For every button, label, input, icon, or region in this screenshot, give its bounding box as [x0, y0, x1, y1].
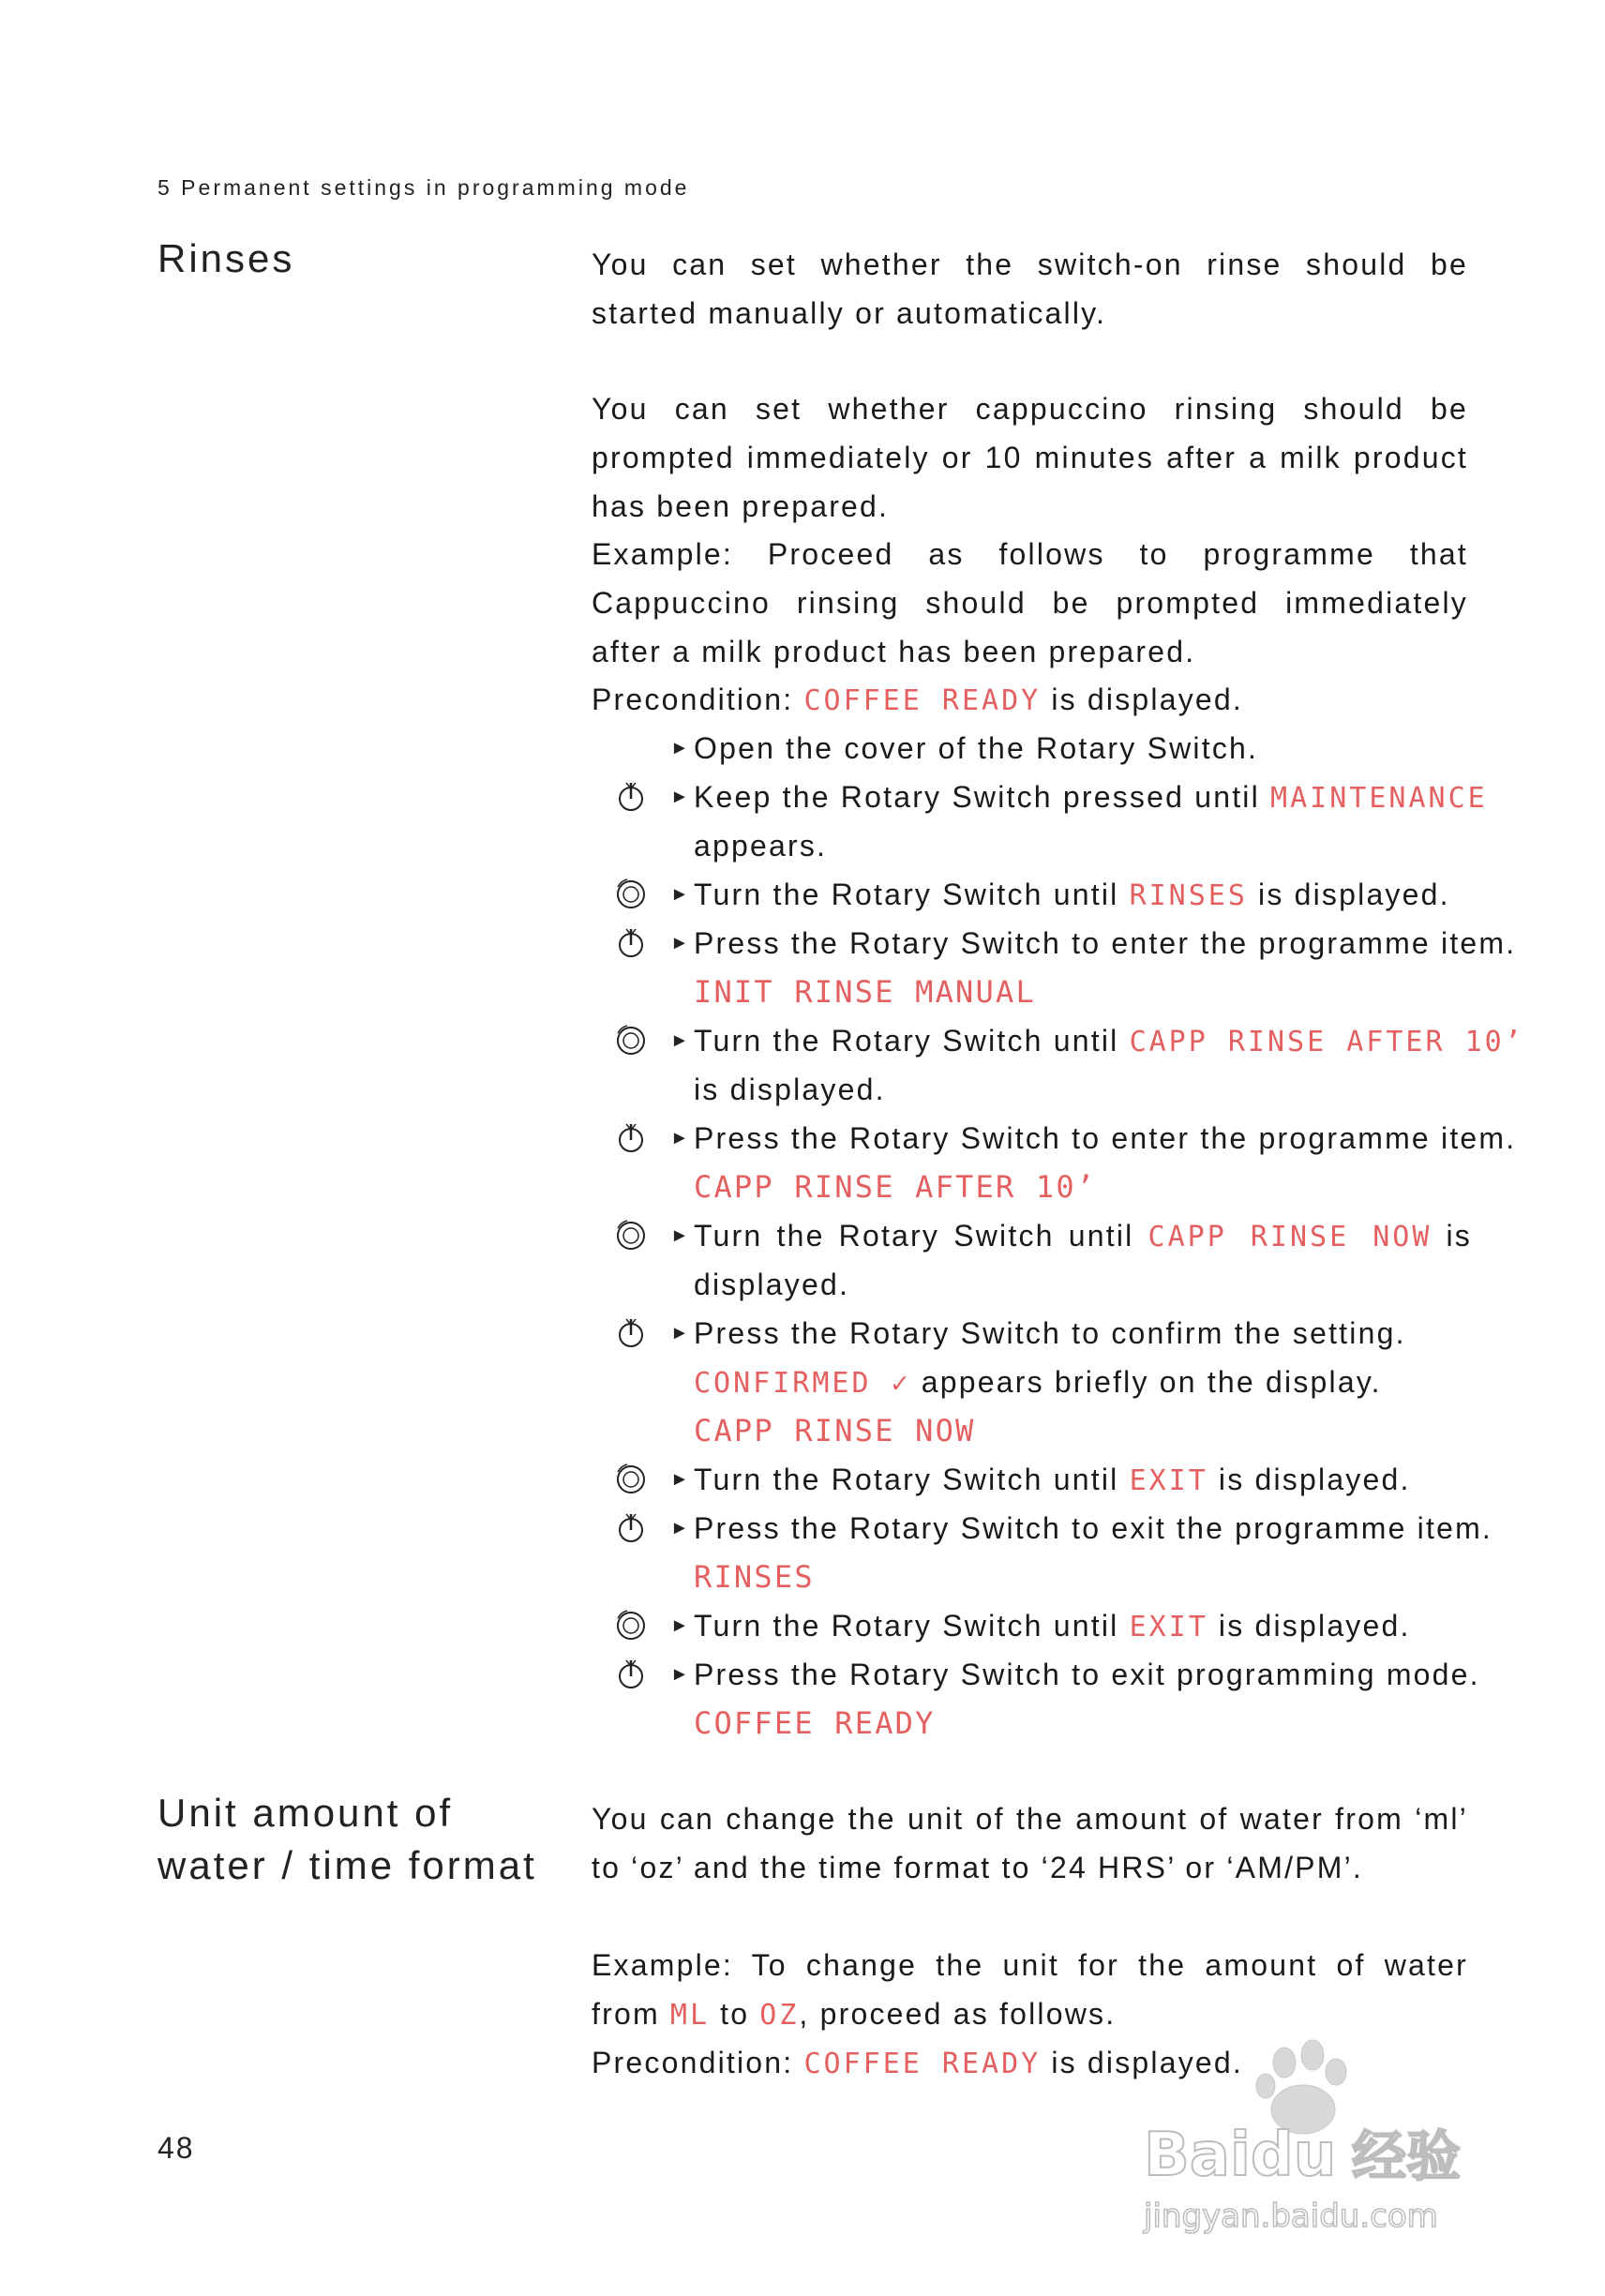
display-result: RINSES	[694, 1559, 815, 1595]
display-text: MAINTENANCE	[1270, 782, 1488, 815]
bullet-triangle-icon: ►	[670, 1128, 689, 1148]
section-title-unit-line-1: Unit amount of	[158, 1791, 454, 1835]
press-rotary-switch-icon	[614, 1658, 648, 1691]
bullet-triangle-icon: ►	[670, 1225, 689, 1246]
press-rotary-switch-icon	[614, 1121, 648, 1155]
display-text: COFFEE READY	[803, 684, 1042, 717]
section-title-rinses: Rinses	[158, 236, 295, 280]
turn-rotary-switch-icon	[614, 1609, 648, 1643]
bullet-triangle-icon: ►	[670, 884, 689, 905]
watermark-chinese: 经验	[1352, 2124, 1462, 2188]
display-text: EXIT	[1129, 1464, 1208, 1497]
press-rotary-switch-icon	[614, 1511, 648, 1545]
step-turn-rinses: ► Turn the Rotary Switch until RINSES is displayed.	[614, 870, 1472, 919]
step-continuation: is displayed.	[694, 1073, 886, 1106]
step-turn-capp-after: ► Turn the Rotary Switch until CAPP RINSE AFTER 10’	[614, 1016, 1472, 1065]
step-press-enter: ► Press the Rotary Switch to enter the programme item.	[614, 1114, 1472, 1163]
watermark-brand: Baidu	[1144, 2121, 1337, 2190]
unit-example-paragraph: Example: To change the unit for the amount of water from ML to OZ, proceed as follows.	[592, 1948, 1468, 2032]
turn-rotary-switch-icon	[614, 1219, 648, 1253]
display-text: CAPP RINSE AFTER 10’	[1129, 1026, 1524, 1058]
running-header: 5 Permanent settings in programming mode	[158, 175, 690, 200]
turn-rotary-switch-icon	[614, 1463, 648, 1496]
bullet-triangle-icon: ►	[670, 1615, 689, 1636]
unit-precondition: Precondition: COFFEE READY is displayed.	[592, 2046, 1244, 2080]
page-number: 48	[158, 2131, 195, 2165]
step-continuation: displayed.	[694, 1268, 850, 1301]
display-result: CAPP RINSE AFTER 10’	[694, 1169, 1097, 1205]
display-text: COFFEE READY	[803, 2048, 1042, 2080]
step-keep-pressed: ► Keep the Rotary Switch pressed until MAINTENANCE	[614, 773, 1472, 821]
turn-rotary-switch-icon	[614, 878, 648, 911]
display-result: CAPP RINSE NOW	[694, 1413, 976, 1448]
bullet-triangle-icon: ►	[670, 738, 689, 758]
bullet-triangle-icon: ►	[670, 933, 689, 953]
step-turn-capp-now: ► Turn the Rotary Switch until CAPP RINSE NOW is	[614, 1211, 1472, 1260]
display-result: INIT RINSE MANUAL	[694, 974, 1036, 1010]
press-rotary-switch-icon	[614, 780, 648, 814]
bullet-triangle-icon: ►	[670, 1030, 689, 1051]
step-open-cover: ► Open the cover of the Rotary Switch.	[614, 724, 1472, 773]
press-rotary-switch-icon	[614, 1316, 648, 1350]
watermark-url: jingyan.baidu.com	[1144, 2198, 1438, 2235]
step-press-enter: ► Press the Rotary Switch to enter the programme item.	[614, 919, 1472, 968]
display-text: EXIT	[1129, 1611, 1208, 1643]
bullet-triangle-icon: ►	[670, 1518, 689, 1538]
turn-rotary-switch-icon	[614, 1024, 648, 1058]
display-text: CAPP RINSE NOW	[1148, 1221, 1432, 1253]
rinses-example-paragraph: Example: Proceed as follows to programme that Cappuccino rinsing should be prompted immediately after a milk product has been prepared.	[592, 537, 1468, 668]
press-rotary-switch-icon	[614, 926, 648, 960]
step-turn-exit: ► Turn the Rotary Switch until EXIT is displayed.	[614, 1455, 1472, 1504]
display-result: CONFIRMED ✓ appears briefly on the display.	[694, 1365, 1382, 1400]
rinses-precondition: Precondition: COFFEE READY is displayed.	[592, 683, 1244, 717]
step-press-confirm: ► Press the Rotary Switch to confirm the setting.	[614, 1309, 1472, 1358]
bullet-triangle-icon: ►	[670, 1323, 689, 1343]
bullet-triangle-icon: ►	[670, 787, 689, 807]
display-text: OZ	[759, 1999, 800, 2032]
bullet-triangle-icon: ►	[670, 1469, 689, 1490]
display-text: RINSES	[1129, 879, 1248, 912]
display-text: ML	[669, 1999, 711, 2032]
step-continuation: appears.	[694, 829, 828, 863]
step-turn-exit: ► Turn the Rotary Switch until EXIT is displayed.	[614, 1601, 1472, 1650]
bullet-triangle-icon: ►	[670, 1664, 689, 1685]
display-result: COFFEE READY	[694, 1705, 936, 1741]
step-press-exit-item: ► Press the Rotary Switch to exit the programme item.	[614, 1504, 1472, 1553]
rinses-paragraph-2: You can set whether cappuccino rinsing should be prompted immediately or 10 minutes after a milk product has been prepared.	[592, 392, 1468, 523]
section-title-unit-line-2: water / time format	[158, 1843, 537, 1887]
rinses-paragraph-1: You can set whether the switch-on rinse should be started manually or automatically.	[592, 248, 1468, 330]
baidu-watermark-logo	[1134, 2034, 1528, 2250]
unit-paragraph-1: You can change the unit of the amount of water from ‘ml’ to ‘oz’ and the time format to ‘24 HRS’ or ‘AM/PM’.	[592, 1802, 1468, 1884]
step-press-exit-mode: ► Press the Rotary Switch to exit programming mode.	[614, 1650, 1472, 1699]
